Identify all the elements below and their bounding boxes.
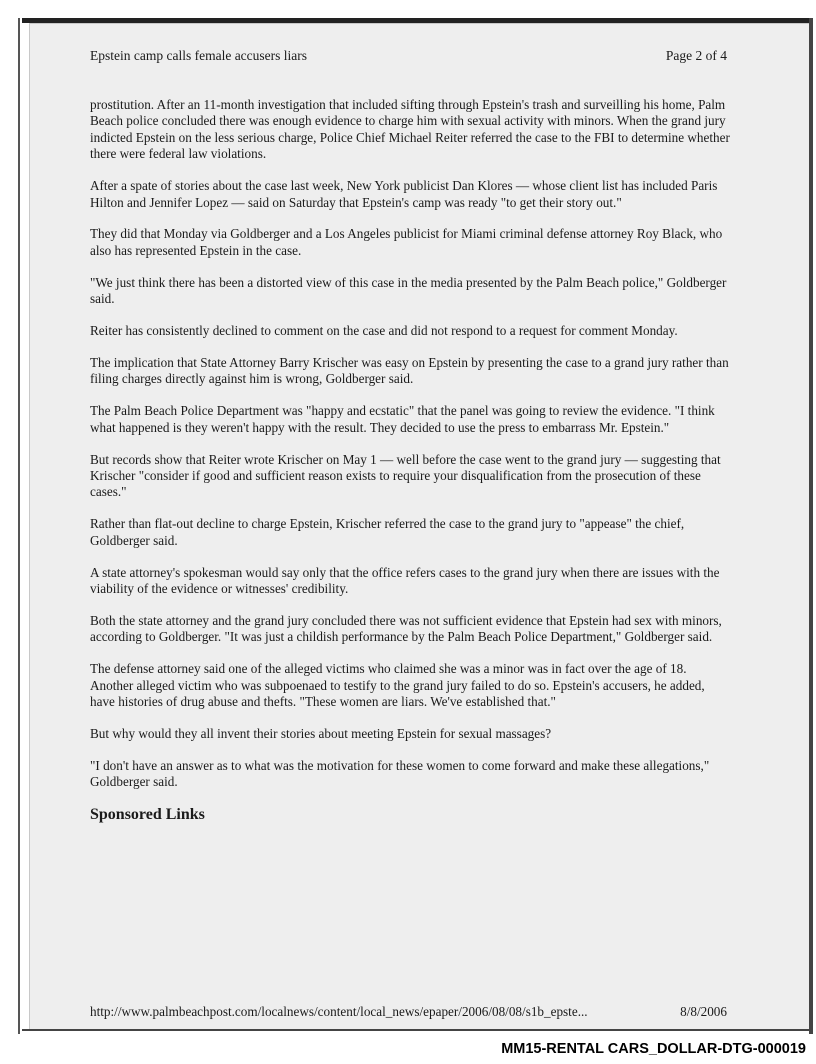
page-edge-top bbox=[22, 18, 812, 23]
article-paragraph: The Palm Beach Police Department was "happy and ecstatic" that the panel was going to review the evidence. "I think what happened is they weren't happy with the result. They decided to use the press to embarrass Mr. Epstein." bbox=[90, 403, 715, 435]
article-paragraph: "We just think there has been a distorted view of this case in the media presented by the Palm Beach police," Goldberger said. bbox=[90, 274, 727, 307]
article-paragraph: But why would they all invent their stories about meeting Epstein for sexual massages? bbox=[90, 725, 552, 741]
footer-date: 8/8/2006 bbox=[680, 1004, 727, 1019]
article-paragraph: A state attorney's spokesman would say only that the office refers cases to the grand jury when there are issues with the viability of the evidence or witnesses' credibility. bbox=[90, 564, 720, 597]
article-paragraph: The defense attorney said one of the alleged victims who claimed she was a minor was in fact over the age of 18. Another alleged victim who was subpoenaed to testify to the grand jury failed to do so. Epstein's accusers, he added, have histories of drug abuse and thefts. "These women are liars. We've established that." bbox=[90, 661, 705, 710]
page-number: Page 2 of 4 bbox=[665, 48, 727, 63]
bates-number: MM15-RENTAL CARS_DOLLAR-DTG-000019 bbox=[501, 1041, 806, 1057]
article-paragraph: prostitution. After an 11-month investigation that included sifting through Epstein's trash and surveilling his home, Palm Beach police concluded there was enough evidence to charge him with sexual activity with minors. When the grand jury indicted Epstein on the less serious charge, Police Chief Michael Reiter referred the case to the FBI to determine whether there were federal law violations. bbox=[90, 97, 730, 162]
article-paragraph: Both the state attorney and the grand jury concluded there was not sufficient evidence that Epstein had sex with minors, according to Goldberger. "It was just a childish performance by the Palm Beach Police Department," Goldberger said. bbox=[90, 612, 722, 645]
article-paragraph: Reiter has consistently declined to comment on the case and did not respond to a request for comment Monday. bbox=[90, 323, 678, 339]
article-paragraph: But records show that Reiter wrote Krischer on May 1 — well before the case went to the grand jury — suggesting that Krischer "consider if good and sufficient reason exists to require your disqualification from the prosecution of these cases." bbox=[90, 451, 721, 500]
article-paragraph: "I don't have an answer as to what was the motivation for these women to come forward and make these allegations," Goldberger said. bbox=[90, 757, 710, 790]
article-paragraph: After a spate of stories about the case last week, New York publicist Dan Klores — whose client list has included Paris Hilton and Jennifer Lopez — said on Saturday that Epstein's camp was ready "to get their story out." bbox=[90, 178, 718, 210]
page-edge-right bbox=[809, 18, 813, 1034]
article-paragraph: The implication that State Attorney Barry Krischer was easy on Epstein by presenting the case to a grand jury rather than filing charges directly against him is wrong, Goldberger said. bbox=[90, 354, 729, 387]
article-paragraph: Rather than flat-out decline to charge Epstein, Krischer referred the case to the grand jury to "appease" the chief, Goldberger said. bbox=[90, 516, 685, 548]
article-body bbox=[90, 97, 730, 824]
sponsored-links-heading: Sponsored Links bbox=[90, 806, 205, 824]
page-edge-bottom bbox=[22, 1029, 812, 1031]
footer-url-link[interactable]: http://www.palmbeachpost.com/localnews/content/local_news/epaper/2006/08/08/s1b_epste... bbox=[90, 1004, 588, 1019]
page-header-title: Epstein camp calls female accusers liars bbox=[90, 48, 308, 63]
article-paragraph: They did that Monday via Goldberger and a Los Angeles publicist for Miami criminal defense attorney Roy Black, who also has represented Epstein in the case. bbox=[90, 226, 723, 258]
page-edge-left bbox=[18, 18, 20, 1034]
